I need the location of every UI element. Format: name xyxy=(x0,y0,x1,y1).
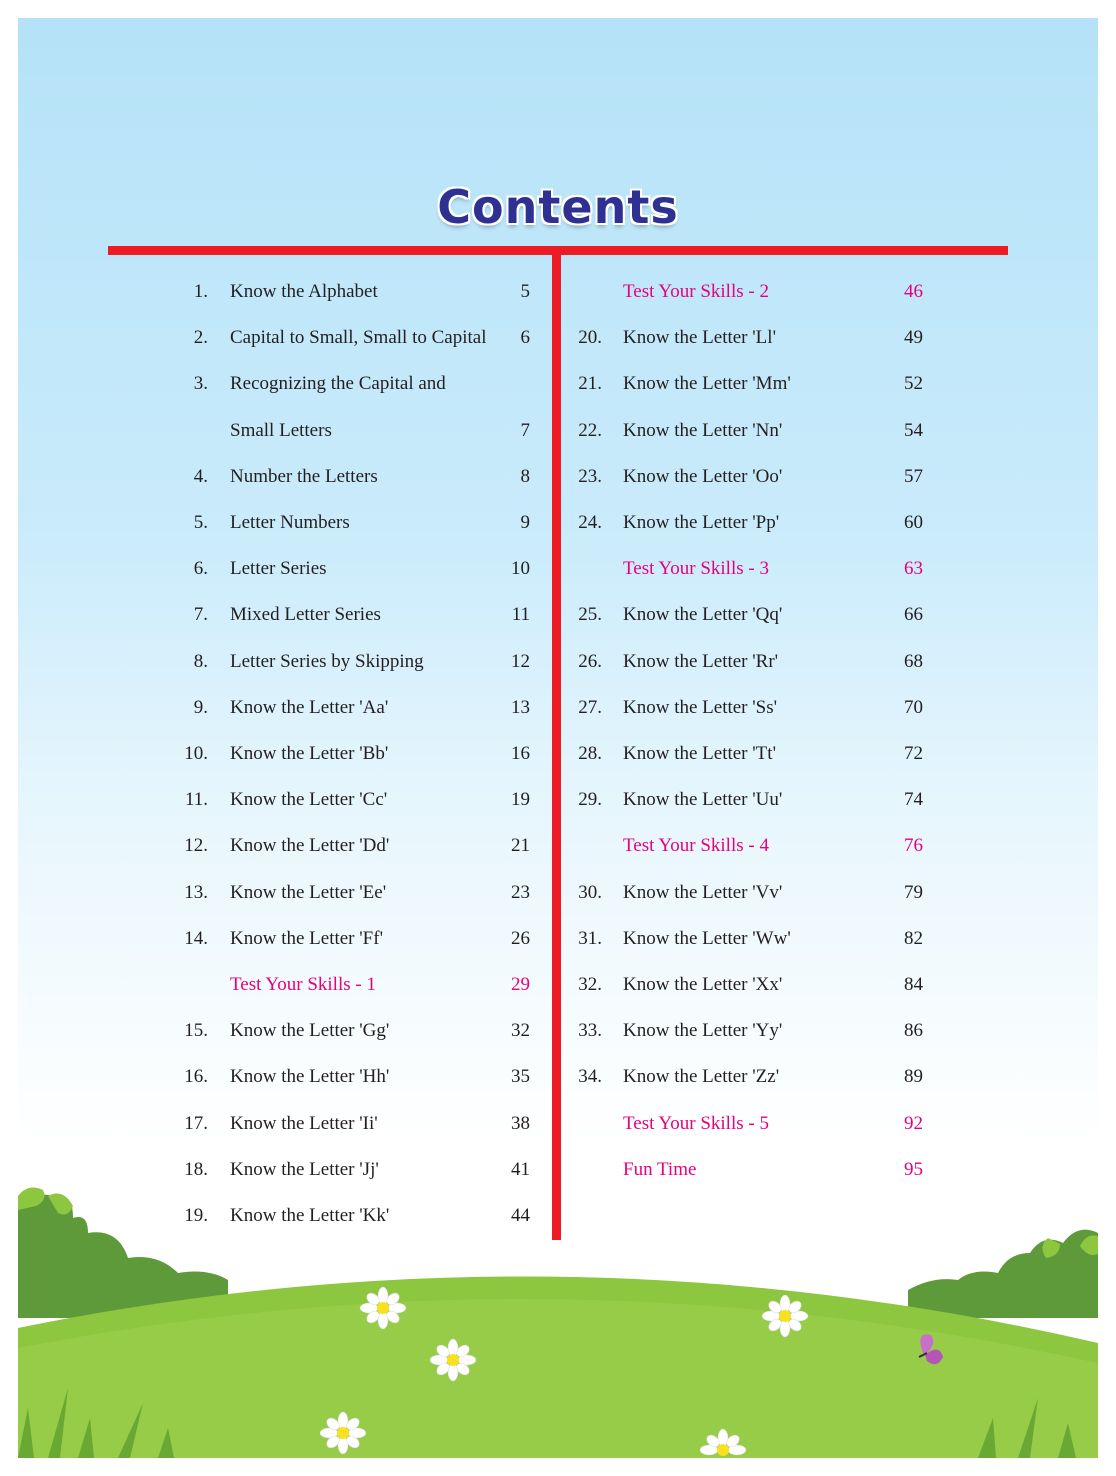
toc-entry-title: Know the Letter 'Mm' xyxy=(623,373,791,395)
toc-entry-title: Know the Letter 'Qq' xyxy=(623,604,783,626)
toc-entry-title: Test Your Skills - 1 xyxy=(230,974,376,995)
toc-entry-title: Know the Letter 'Oo' xyxy=(623,465,783,487)
toc-entry-page: 8 xyxy=(520,465,530,487)
toc-entry-page: 7 xyxy=(520,419,530,441)
toc-entry-page: 72 xyxy=(904,743,923,764)
toc-entry-page: 41 xyxy=(511,1158,530,1180)
toc-entry-number: 18. xyxy=(184,1158,208,1180)
toc-entry-title: Know the Letter 'Bb' xyxy=(230,743,389,764)
toc-entry-page: 32 xyxy=(511,1020,530,1042)
toc-entry-number: 30. xyxy=(578,881,602,903)
toc-entry-number: 28. xyxy=(578,743,602,764)
toc-entry-number: 5. xyxy=(193,512,208,533)
toc-entry-page: 95 xyxy=(904,1158,923,1180)
toc-entry-title: Know the Letter 'Ee' xyxy=(230,881,387,903)
toc-entry-title: Know the Letter 'Ll' xyxy=(623,327,776,349)
toc-entry-page: 86 xyxy=(904,1020,923,1042)
toc-entry-title: Know the Letter 'Nn' xyxy=(623,419,783,441)
toc-entry-page: 57 xyxy=(904,465,923,487)
toc-entry-title: Capital to Small, Small to Capital xyxy=(230,327,487,349)
toc-entry-page: 19 xyxy=(511,789,530,811)
toc-entry-page: 60 xyxy=(904,512,923,533)
toc-entry-number: 29. xyxy=(578,789,602,811)
toc-entry-page: 84 xyxy=(904,974,923,995)
toc-entry-page: 9 xyxy=(520,512,530,533)
toc-entry-page: 44 xyxy=(511,1205,530,1226)
toc-entry-title: Small Letters xyxy=(230,419,332,441)
toc-entry-number: 20. xyxy=(578,327,602,349)
toc-entry-number: 11. xyxy=(184,789,208,811)
toc-entry-title: Know the Letter 'Vv' xyxy=(623,881,783,903)
toc-entry-number: 26. xyxy=(578,650,602,672)
toc-entry-number: 23. xyxy=(578,465,602,487)
toc-entry-title: Test Your Skills - 2 xyxy=(623,281,769,302)
toc-entry-page: 10 xyxy=(511,558,530,580)
toc-entry-number: 31. xyxy=(578,927,602,949)
toc-entry-number: 7. xyxy=(193,604,208,626)
toc-entry-number: 8. xyxy=(193,650,208,672)
toc-entry-number: 1. xyxy=(193,281,208,302)
toc-entry-title: Know the Letter 'Ss' xyxy=(623,696,778,718)
contents-page xyxy=(18,18,1098,1458)
toc-entry-page: 49 xyxy=(904,327,923,349)
toc-entry-title: Test Your Skills - 5 xyxy=(623,1112,769,1134)
toc-entry-title: Know the Letter 'Ii' xyxy=(230,1112,378,1134)
toc-entry-title: Know the Letter 'Zz' xyxy=(623,1066,780,1088)
toc-entry-page: 6 xyxy=(520,327,530,349)
toc-entry-title: Test Your Skills - 4 xyxy=(623,835,769,857)
toc-entry-page: 26 xyxy=(511,927,530,949)
toc-entry-title: Letter Numbers xyxy=(230,512,350,533)
toc-entry-number: 9. xyxy=(193,696,208,718)
toc-entry-number: 33. xyxy=(578,1020,602,1042)
toc-entry-title: Know the Letter 'Ww' xyxy=(623,927,791,949)
toc-entry-title: Fun Time xyxy=(623,1158,697,1180)
toc-entry-page: 76 xyxy=(904,835,923,857)
toc-entry-title: Mixed Letter Series xyxy=(230,604,381,626)
toc-entry-number: 14. xyxy=(184,927,208,949)
toc-entry-title: Recognizing the Capital and xyxy=(230,373,446,395)
toc-entry-title: Know the Letter 'Pp' xyxy=(623,512,780,533)
toc-entry-page: 35 xyxy=(511,1066,530,1088)
toc-entry-title: Know the Letter 'Xx' xyxy=(623,974,783,995)
toc-entry-title: Know the Letter 'Cc' xyxy=(230,789,388,811)
toc-entry-number: 4. xyxy=(193,465,208,487)
toc-entry-number: 17. xyxy=(184,1112,208,1134)
toc-entry-title: Know the Letter 'Hh' xyxy=(230,1066,390,1088)
toc-entry-page: 13 xyxy=(511,696,530,718)
toc-entry-page: 29 xyxy=(511,974,530,995)
toc-entry-title: Know the Letter 'Gg' xyxy=(230,1020,390,1042)
toc-entry-number: 6. xyxy=(193,558,208,580)
toc-entry-page: 66 xyxy=(904,604,923,626)
toc-entry-title: Know the Letter 'Aa' xyxy=(230,696,389,718)
table-of-contents xyxy=(18,18,1098,1258)
toc-entry-page: 54 xyxy=(904,419,923,441)
toc-entry-page: 63 xyxy=(904,558,923,580)
toc-entry-title: Letter Series by Skipping xyxy=(230,650,424,672)
toc-entry-title: Know the Letter 'Kk' xyxy=(230,1205,390,1226)
toc-entry-title: Know the Letter 'Tt' xyxy=(623,743,776,764)
toc-entry-title: Test Your Skills - 3 xyxy=(623,558,769,580)
toc-entry-page: 38 xyxy=(511,1112,530,1134)
page-title: Contents xyxy=(437,180,679,234)
toc-entry-title: Know the Letter 'Dd' xyxy=(230,835,390,857)
toc-entry-number: 22. xyxy=(578,419,602,441)
toc-entry-page: 74 xyxy=(904,789,923,811)
toc-entry-title: Know the Letter 'Uu' xyxy=(623,789,783,811)
toc-entry-page: 23 xyxy=(511,881,530,903)
toc-entry-page: 12 xyxy=(511,650,530,672)
toc-entry-number: 27. xyxy=(578,696,602,718)
toc-entry-page: 79 xyxy=(904,881,923,903)
toc-entry-page: 89 xyxy=(904,1066,923,1088)
toc-entry-page: 70 xyxy=(904,696,923,718)
toc-entry-number: 3. xyxy=(193,373,208,395)
toc-entry-page: 68 xyxy=(904,650,923,672)
toc-entry-page: 11 xyxy=(511,604,530,626)
toc-entry-number: 21. xyxy=(578,373,602,395)
toc-entry-number: 15. xyxy=(184,1020,208,1042)
toc-entry-number: 19. xyxy=(184,1205,208,1226)
toc-entry-title: Know the Letter 'Ff' xyxy=(230,927,384,949)
toc-entry-number: 16. xyxy=(184,1066,208,1088)
toc-entry-page: 5 xyxy=(520,281,530,302)
toc-entry-title: Know the Alphabet xyxy=(230,281,378,302)
toc-entry-page: 46 xyxy=(904,281,923,302)
toc-entry-page: 21 xyxy=(511,835,530,857)
toc-entry-page: 82 xyxy=(904,927,923,949)
toc-entry-title: Number the Letters xyxy=(230,465,378,487)
toc-entry-page: 92 xyxy=(904,1112,923,1134)
toc-entry-number: 32. xyxy=(578,974,602,995)
toc-entry-number: 24. xyxy=(578,512,602,533)
toc-entry-title: Know the Letter 'Jj' xyxy=(230,1158,379,1180)
toc-entry-number: 34. xyxy=(578,1066,602,1088)
toc-entry-number: 13. xyxy=(184,881,208,903)
toc-entry-title: Know the Letter 'Yy' xyxy=(623,1020,783,1042)
toc-entry-number: 12. xyxy=(184,835,208,857)
toc-entry-page: 16 xyxy=(511,743,530,764)
toc-entry-number: 2. xyxy=(193,327,208,349)
toc-entry-title: Know the Letter 'Rr' xyxy=(623,650,779,672)
toc-entry-number: 25. xyxy=(578,604,602,626)
toc-entry-number: 10. xyxy=(184,743,208,764)
toc-entry-title: Letter Series xyxy=(230,558,327,580)
toc-entry-page: 52 xyxy=(904,373,923,395)
